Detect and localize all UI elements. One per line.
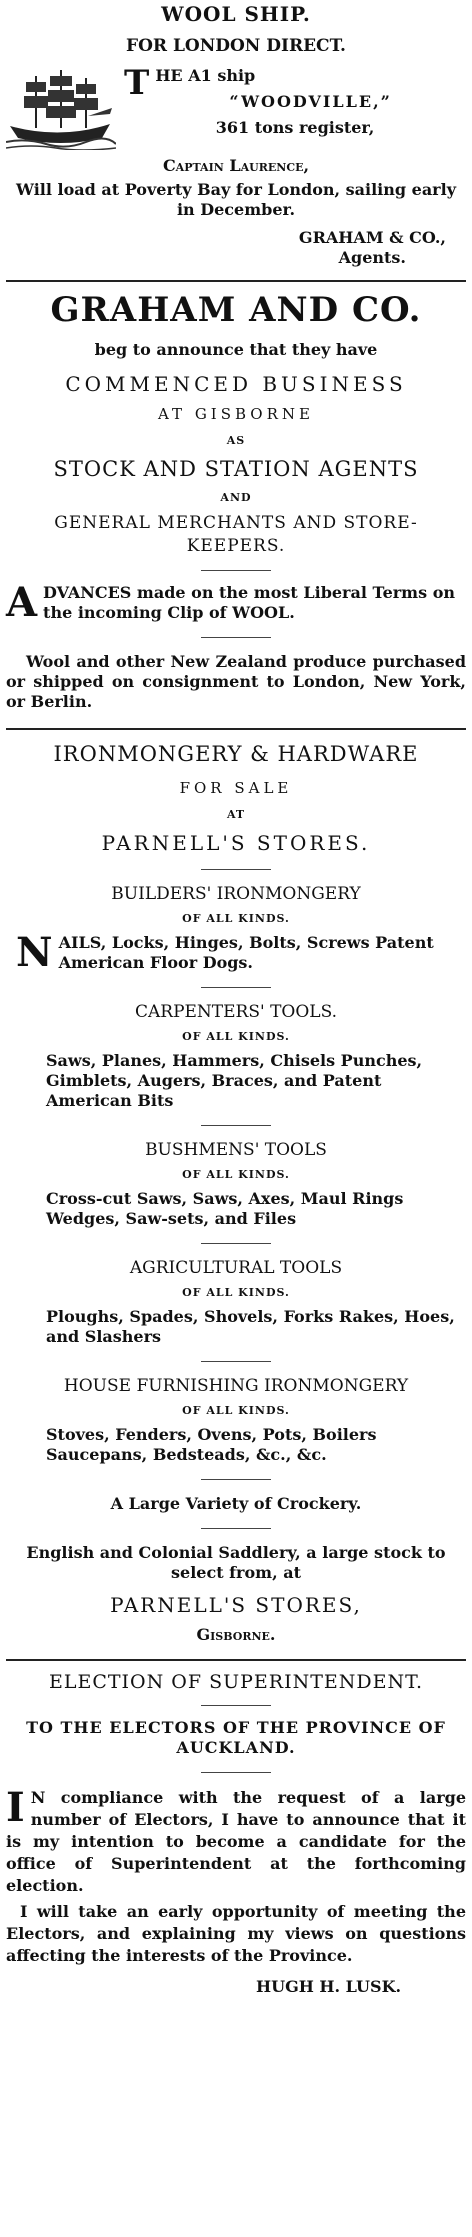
crockery-line: A Large Variety of Crockery. [110, 1494, 362, 1513]
drop-cap: N [16, 929, 53, 976]
ship-icon [6, 68, 116, 150]
section-heading: CARPENTERS' TOOLS. [134, 1002, 338, 1022]
section-items: AILS, Locks, Hinges, Bolts, Screws Patent American Floor Dogs. [58, 933, 434, 972]
drop-cap: A [6, 579, 38, 626]
ad-subtitle: FOR LONDON DIRECT. [126, 36, 346, 56]
section-heading: AGRICULTURAL TOOLS [129, 1258, 343, 1278]
at-line: AT [226, 808, 246, 821]
section-items: Stoves, Fenders, Ovens, Pots, Boilers Saucepans, Bedsteads, &c., &c. [46, 1425, 377, 1464]
short-rule [201, 570, 271, 571]
short-rule [201, 637, 271, 638]
store-name: PARNELL'S STORES. [101, 831, 371, 855]
short-rule [201, 1705, 271, 1706]
section-heading: HOUSE FURNISHING IRONMONGERY [63, 1376, 409, 1396]
ad-body: Will load at Poverty Bay for London, sailing early in December. [16, 180, 456, 219]
ship-name: “WOODVILLE,” [229, 92, 392, 111]
section-sub: OF ALL KINDS. [182, 1168, 290, 1181]
section-items: Cross-cut Saws, Saws, Axes, Maul Rings Wedges, Saw-sets, and Files [46, 1189, 404, 1228]
agent-name: GRAHAM & CO., [298, 228, 446, 247]
section-sub: OF ALL KINDS. [182, 1030, 290, 1043]
wool-text: Wool and other New Zealand produce purchased or shipped on consignment to London, New York, or Berlin. [6, 652, 466, 711]
section-heading: BUILDERS' IRONMONGERY [111, 884, 361, 904]
advances-text: DVANCES made on the most Liberal Terms on the incoming Clip of WOOL. [43, 583, 455, 622]
ad-title: ELECTION OF SUPERINTENDENT. [48, 1671, 424, 1693]
short-rule [201, 1361, 271, 1362]
wool-ship-ad [6, 2, 466, 268]
short-rule [201, 1772, 271, 1773]
section-sub: OF ALL KINDS. [182, 912, 290, 925]
ad-title: IRONMONGERY & HARDWARE [53, 742, 419, 766]
section-bushmens [6, 1140, 466, 1229]
short-rule [201, 1528, 271, 1529]
section-items: Saws, Planes, Hammers, Chisels Punches, Gimblets, Augers, Braces, and Patent American Bits [46, 1051, 423, 1110]
and-line: AND [220, 491, 252, 504]
section-sub: OF ALL KINDS. [182, 1286, 290, 1299]
captain: Captain Laurence, [162, 156, 310, 175]
short-rule [201, 1243, 271, 1244]
signature: HUGH H. LUSK. [256, 1977, 402, 1996]
election-body-2: I will take an early opportunity of meeting the Electors, and explaining my views on questions affecting the interests of the Province. [6, 1902, 466, 1965]
section-builders [6, 884, 466, 976]
agents-line: STOCK AND STATION AGENTS [53, 457, 419, 481]
short-rule [201, 869, 271, 870]
section-house [6, 1376, 466, 1465]
graham-ad [6, 290, 466, 712]
drop-cap: T [124, 63, 150, 103]
ship-intro: HE A1 ship [155, 66, 256, 85]
divider [6, 280, 466, 282]
divider [6, 1659, 466, 1661]
election-ad [6, 1671, 466, 1997]
store-name: PARNELL'S STORES, [110, 1593, 362, 1617]
section-sub: OF ALL KINDS. [182, 1404, 290, 1417]
ad-title: GRAHAM AND CO. [50, 290, 422, 330]
election-body-1: N compliance with the request of a large number of Electors, I have to announce that it is my intention to become a candidate for the office of Superintendent at the forthcoming election. [6, 1788, 466, 1895]
addressee: TO THE ELECTORS OF THE PROVINCE OF AUCKLAND. [26, 1718, 446, 1757]
short-rule [201, 1125, 271, 1126]
short-rule [201, 987, 271, 988]
for-sale: FOR SALE [179, 779, 293, 797]
drop-cap: I [6, 1784, 25, 1831]
as-line: AS [226, 434, 246, 447]
newspaper-column [0, 2, 472, 2237]
commenced-line: COMMENCED BUSINESS [65, 372, 407, 396]
location-line: AT GISBORNE [158, 405, 314, 423]
section-items: Ploughs, Spades, Shovels, Forks Rakes, Hoes, and Slashers [46, 1307, 455, 1346]
agent-role: Agents. [338, 248, 406, 267]
saddlery-line: English and Colonial Saddlery, a large stock to select from, at [26, 1543, 446, 1582]
short-rule [201, 1479, 271, 1480]
divider [6, 728, 466, 730]
announce-line: beg to announce that they have [94, 340, 378, 359]
ironmongery-ad [6, 742, 466, 1645]
section-agricultural [6, 1258, 466, 1347]
section-heading: BUSHMENS' TOOLS [145, 1140, 327, 1160]
merchants-line: GENERAL MERCHANTS AND STORE-KEEPERS. [54, 513, 418, 556]
ship-tonnage: 361 tons register, [215, 118, 375, 137]
town-name: Gisborne. [196, 1625, 276, 1644]
section-carpenters [6, 1002, 466, 1111]
ad-title: WOOL SHIP. [161, 2, 311, 26]
